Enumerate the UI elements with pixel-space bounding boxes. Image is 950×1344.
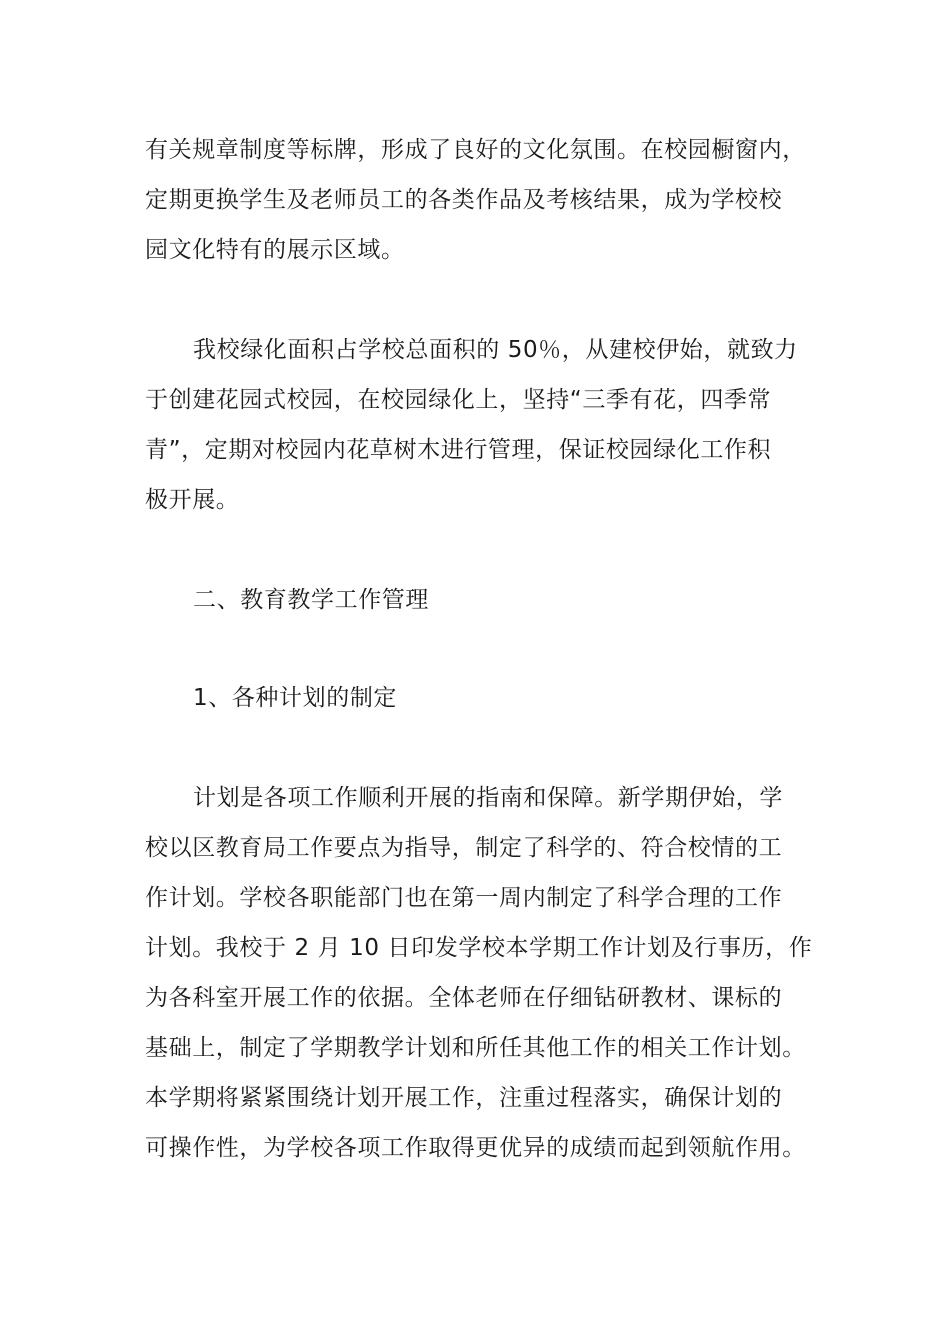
paragraph-line: 园文化特有的展示区域。 [145, 237, 405, 263]
paragraph-line: 定期更换学生及老师员工的各类作品及考核结果，成为学校校 [145, 187, 783, 213]
paragraph-line: 计划是各项工作顺利开展的指南和保障。新学期伊始，学 [193, 785, 783, 811]
paragraph-line: 有关规章制度等标牌，形成了良好的文化氛围。在校园橱窗内， [145, 137, 806, 163]
paragraph-line: 作计划。学校各职能部门也在第一周内制定了科学合理的工作 [145, 885, 783, 911]
paragraph-line: 计划。我校于 2 月 10 日印发学校本学期工作计划及行事历，作 [145, 935, 813, 961]
paragraph-line: 为各科室开展工作的依据。全体老师在仔细钻研教材、课标的 [145, 985, 783, 1011]
paragraph-line: 本学期将紧紧围绕计划开展工作，注重过程落实，确保计划的 [145, 1085, 783, 1111]
section-heading: 二、教育教学工作管理 [193, 587, 429, 613]
paragraph-line: 极开展。 [145, 487, 240, 513]
paragraph-line: 于创建花园式校园，在校园绿化上，坚持“三季有花，四季常 [145, 387, 772, 413]
paragraph-line: 可操作性，为学校各项工作取得更优异的成绩而起到领航作用。 [145, 1135, 806, 1161]
subsection-heading: 1、各种计划的制定 [193, 685, 398, 711]
paragraph-line: 校以区教育局工作要点为指导，制定了科学的、符合校情的工 [145, 835, 783, 861]
paragraph-line: 我校绿化面积占学校总面积的 50％，从建校伊始，就致力 [193, 337, 798, 363]
paragraph-line: 基础上，制定了学期教学计划和所任其他工作的相关工作计划。 [145, 1035, 806, 1061]
paragraph-line: 青”，定期对校园内花草树木进行管理，保证校园绿化工作积 [145, 437, 772, 463]
